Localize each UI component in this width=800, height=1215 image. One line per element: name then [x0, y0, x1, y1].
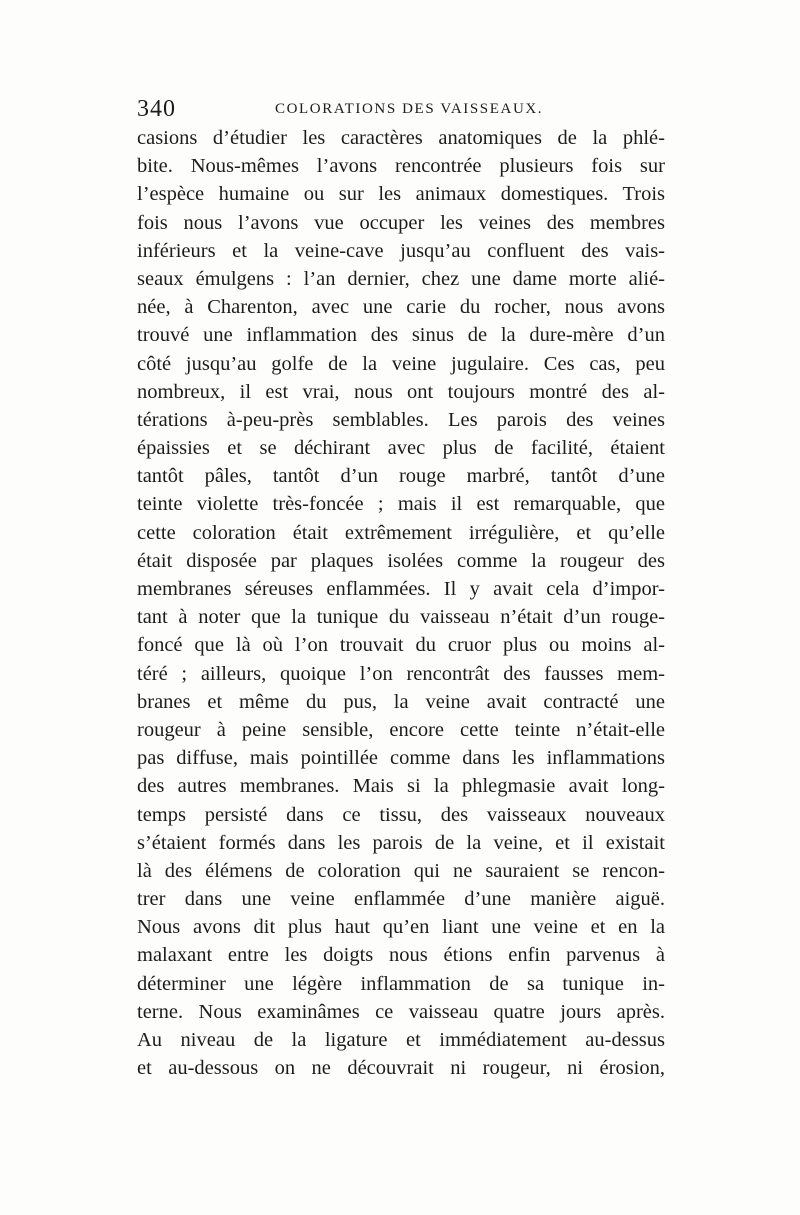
text-line: térations à-peu-près semblables. Les parois des veines: [137, 408, 665, 431]
text-line: bite. Nous-mêmes l’avons rencontrée plusieurs fois sur: [137, 155, 665, 178]
text-line: tantôt pâles, tantôt d’un rouge marbré, tantôt d’une: [137, 465, 665, 488]
text-line: foncé que là où l’on trouvait du cruor plus ou moins al-: [137, 634, 665, 657]
text-line: Au niveau de la ligature et immédiatement au-dessus: [137, 1029, 665, 1051]
text-line: née, à Charenton, avec une carie du rocher, nous avons: [137, 296, 665, 319]
text-line: côté jusqu’au golfe de la veine jugulaire. Ces cas, peu: [137, 352, 665, 375]
text-line: membranes séreuses enflammées. Il y avait cela d’impor-: [137, 578, 665, 600]
body-text: [137, 124, 665, 1082]
text-line: tant à noter que la tunique du vaisseau n’était d’un rouge-: [137, 606, 665, 629]
text-line: téré ; ailleurs, quoique l’on rencontrât des fausses mem-: [137, 662, 665, 685]
text-line: fois nous l’avons vue occuper les veines des membres: [137, 211, 665, 234]
running-title: COLORATIONS DES VAISSEAUX.: [275, 101, 544, 117]
text-line: l’espèce humaine ou sur les animaux domestiques. Trois: [137, 183, 665, 206]
text-line: trouvé une inflammation des sinus de la dure-mère d’un: [137, 324, 665, 347]
page-header: [137, 96, 665, 126]
text-line: rougeur à peine sensible, encore cette teinte n’était-elle: [137, 718, 665, 741]
text-line: déterminer une légère inflammation de sa tunique in-: [137, 972, 665, 995]
text-line: branes et même du pus, la veine avait contracté une: [137, 690, 665, 713]
text-line: s’étaient formés dans les parois de la veine, et il existait: [137, 831, 665, 854]
text-line: seaux émulgens : l’an dernier, chez une dame morte alié-: [137, 267, 665, 290]
text-line: inférieurs et la veine-cave jusqu’au confluent des vais-: [137, 239, 665, 262]
text-line: était disposée par plaques isolées comme la rougeur des: [137, 549, 665, 572]
text-line: pas diffuse, mais pointillée comme dans les inflammations: [137, 747, 665, 770]
text-line: teinte violette très-foncée ; mais il est remarquable, que: [137, 493, 665, 516]
text-line: et au-dessous on ne découvrait ni rougeur, ni érosion,: [137, 1057, 665, 1080]
page-number: 340: [137, 96, 176, 122]
text-line: cette coloration était extrêmement irrégulière, et qu’elle: [137, 521, 665, 544]
text-line: là des élémens de coloration qui ne sauraient se rencon-: [137, 859, 665, 882]
text-line: épaissies et se déchirant avec plus de facilité, étaient: [137, 437, 665, 460]
text-line: temps persisté dans ce tissu, des vaisseaux nouveaux: [137, 803, 665, 826]
text-line: trer dans une veine enflammée d’une manière aiguë.: [137, 888, 665, 911]
text-line: Nous avons dit plus haut qu’en liant une veine et en la: [137, 916, 665, 939]
text-line: casions d’étudier les caractères anatomiques de la phlé-: [137, 127, 665, 149]
text-line: nombreux, il est vrai, nous ont toujours montré des al-: [137, 380, 665, 403]
text-line: terne. Nous examinâmes ce vaisseau quatre jours après.: [137, 1000, 665, 1023]
text-line: des autres membranes. Mais si la phlegmasie avait long-: [137, 775, 665, 798]
text-line: malaxant entre les doigts nous étions enfin parvenus à: [137, 944, 665, 967]
